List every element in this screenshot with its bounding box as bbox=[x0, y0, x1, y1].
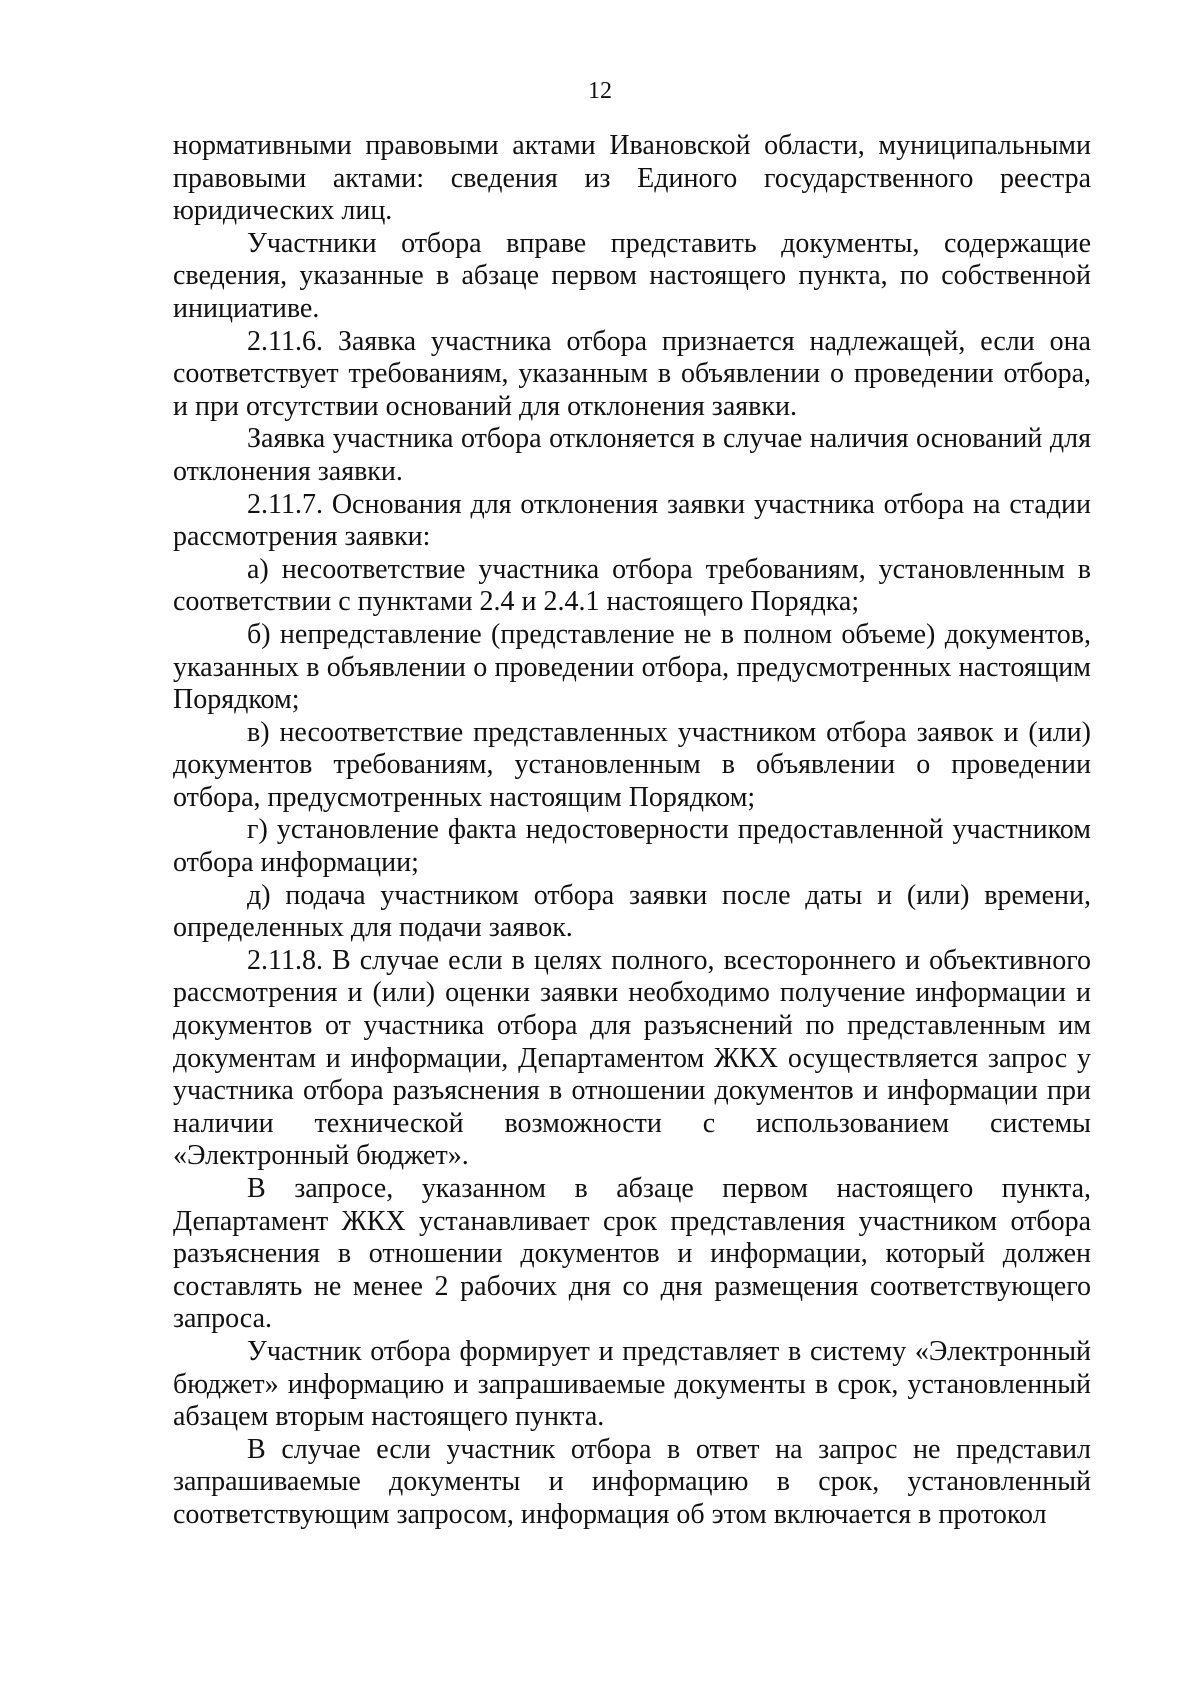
paragraph: В случае если участник отбора в ответ на запрос не представил запрашиваемые документы и информацию в срок, установленный соответствующим запросом, информация об этом включается в протокол bbox=[173, 1433, 1091, 1530]
paragraph: Участник отбора формирует и представляет в систему «Электронный бюджет» информацию и запрашиваемые документы в срок, установленный абзацем вторым настоящего пункта. bbox=[173, 1335, 1091, 1433]
list-item-b: б) непредставление (представление не в полном объеме) документов, указанных в объявлении о проведении отбора, предусмотренных настоящим Порядком; bbox=[173, 618, 1091, 716]
paragraph-2-11-7: 2.11.7. Основания для отклонения заявки участника отбора на стадии рассмотрения заявки: bbox=[173, 488, 1091, 553]
paragraph-continuation: нормативными правовыми актами Ивановской области, муниципальными правовыми актами: сведения из Единого государственного реестра юридических лиц. bbox=[173, 130, 1091, 227]
paragraph-2-11-8: 2.11.8. В случае если в целях полного, всестороннего и объективного рассмотрения и (или) оценки заявки необходимо получение информации и документов от участника отбора для разъяснений по представленным им документам и информации, Департаментом ЖКХ осуществляется запрос у участника отбора разъяснения в отношении документов и информации при наличии технической возможности с использованием системы «Электронный бюджет». bbox=[173, 944, 1091, 1172]
list-item-g: г) установление факта недостоверности предоставленной участником отбора информации; bbox=[173, 814, 1091, 879]
list-item-d: д) подача участником отбора заявки после даты и (или) времени, определенных для подачи заявок. bbox=[173, 879, 1091, 944]
list-item-a: а) несоответствие участника отбора требованиям, установленным в соответствии с пунктами 2.4 и 2.4.1 настоящего Порядка; bbox=[173, 553, 1091, 618]
document-body bbox=[173, 130, 1091, 1532]
list-item-v: в) несоответствие представленных участником отбора заявок и (или) документов требованиям, установленным в объявлении о проведении отбора, предусмотренных настоящим Порядком; bbox=[173, 716, 1091, 813]
paragraph-2-11-6: 2.11.6. Заявка участника отбора признается надлежащей, если она соответствует требованиям, указанным в объявлении о проведении отбора, и при отсутствии оснований для отклонения заявки. bbox=[173, 325, 1091, 422]
paragraph: Участники отбора вправе представить документы, содержащие сведения, указанные в абзаце первом настоящего пункта, по собственной инициативе. bbox=[173, 227, 1091, 324]
paragraph: В запросе, указанном в абзаце первом настоящего пункта, Департамент ЖКХ устанавливает срок представления участником отбора разъяснения в отношении документов и информации, который должен составлять не менее 2 рабочих дня со дня размещения соответствующего запроса. bbox=[173, 1173, 1091, 1335]
page-number: 12 bbox=[588, 78, 612, 104]
paragraph: Заявка участника отбора отклоняется в случае наличия оснований для отклонения заявки. bbox=[173, 423, 1091, 487]
